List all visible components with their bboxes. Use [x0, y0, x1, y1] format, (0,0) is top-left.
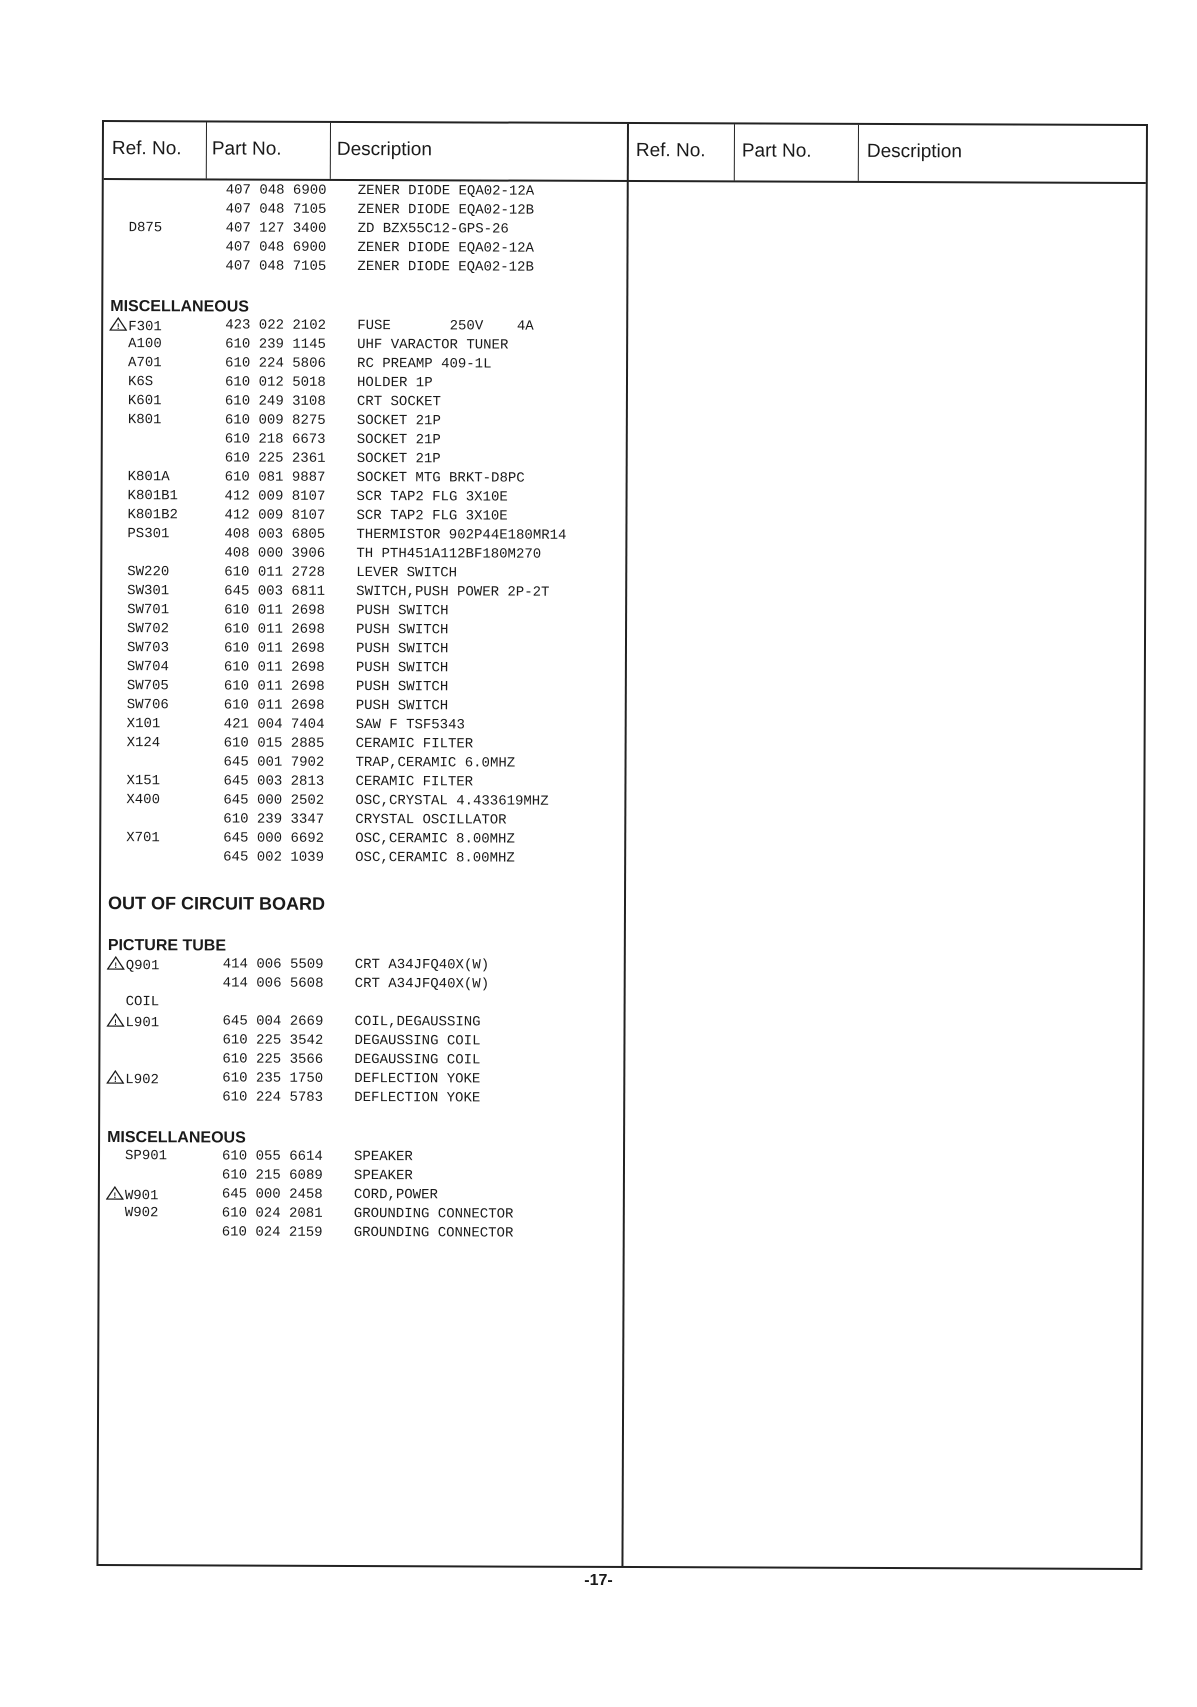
- part-no: 610 081 9887: [224, 469, 326, 486]
- part-no: 408 000 3906: [224, 545, 326, 562]
- svg-text:!: !: [113, 1075, 117, 1085]
- part-no: 610 011 2728: [224, 564, 326, 581]
- safety-warning-icon: [106, 1186, 124, 1200]
- table-row: [100, 1070, 620, 1091]
- ref-no: X400: [126, 792, 161, 809]
- part-no: 645 000 6692: [223, 830, 325, 847]
- ref-no: X151: [126, 773, 161, 790]
- description: SPEAKER: [353, 1167, 413, 1185]
- section-heading: [103, 297, 623, 319]
- description: THERMISTOR 902P44E180MR14: [356, 526, 567, 544]
- table-row: [100, 1013, 620, 1034]
- header-description-right: Description: [866, 140, 962, 163]
- ref-cell: [107, 1013, 160, 1031]
- description: SPEAKER: [353, 1148, 413, 1166]
- description: ZENER DIODE EQA02-12B: [357, 258, 534, 276]
- row-spacer: [100, 1108, 620, 1130]
- ref-no: L901: [125, 1015, 160, 1032]
- part-no: 610 024 2159: [221, 1224, 323, 1241]
- part-no: 407 048 7105: [225, 258, 327, 275]
- table-row: [100, 1167, 620, 1188]
- table-row: [102, 735, 622, 756]
- section-heading: [101, 888, 621, 918]
- ref-no: D875: [128, 220, 163, 237]
- description: PUSH SWITCH: [355, 678, 449, 696]
- ref-no: SW301: [127, 583, 170, 600]
- table-row: [100, 1186, 620, 1207]
- section-heading-label: MISCELLANEOUS: [110, 298, 249, 316]
- column-divider: [330, 123, 331, 179]
- part-no: 610 011 2698: [224, 602, 325, 619]
- part-no: 610 015 2885: [223, 735, 325, 752]
- table-row: [100, 1205, 620, 1226]
- part-no: 610 218 6673: [224, 431, 326, 448]
- ref-no: SW220: [127, 564, 170, 581]
- table-row: [101, 773, 621, 794]
- description: SOCKET 21P: [356, 450, 441, 468]
- ref-no: SW705: [126, 678, 169, 695]
- description: GROUNDING CONNECTOR: [353, 1224, 514, 1242]
- section-heading-label: PICTURE TUBE: [107, 937, 227, 955]
- part-no: 423 022 2102: [225, 317, 327, 334]
- ref-cell: [106, 1070, 159, 1088]
- ref-no: X701: [126, 830, 160, 847]
- ref-no: W902: [124, 1205, 159, 1222]
- table-row: [103, 393, 623, 414]
- part-no: 610 239 3347: [223, 811, 325, 828]
- description: ZENER DIODE EQA02-12A: [357, 239, 534, 257]
- table-row: [101, 849, 621, 870]
- part-no: 610 235 1750: [222, 1070, 324, 1087]
- header-ref-no-left: Ref. No.: [111, 138, 182, 160]
- part-no: 408 003 6805: [224, 526, 326, 543]
- ref-cell: [106, 1186, 159, 1204]
- part-no: 645 000 2458: [221, 1186, 323, 1203]
- table-row: [101, 975, 621, 996]
- part-no: 407 048 7105: [225, 201, 327, 218]
- table-row: [102, 716, 622, 737]
- section-heading: [101, 936, 621, 958]
- part-no: 610 011 2698: [223, 659, 325, 676]
- description: DEFLECTION YOKE: [354, 1070, 481, 1088]
- part-no: 610 011 2698: [223, 678, 325, 695]
- ref-no: COIL: [125, 994, 160, 1011]
- ref-no: PS301: [127, 526, 170, 543]
- part-no: 610 055 6614: [221, 1148, 323, 1165]
- description: PUSH SWITCH: [356, 621, 449, 639]
- table-header: [104, 122, 1146, 184]
- description: SOCKET 21P: [356, 412, 441, 430]
- table-row: [103, 336, 623, 357]
- part-no: 645 003 6811: [224, 583, 326, 600]
- description: FUSE 250V 4A: [357, 317, 534, 335]
- part-no: 645 003 2813: [223, 773, 325, 790]
- part-no: 412 009 8107: [224, 507, 326, 524]
- svg-text:!: !: [114, 1018, 117, 1028]
- table-row: [102, 526, 622, 547]
- description: ZENER DIODE EQA02-12A: [357, 182, 535, 200]
- description: UHF VARACTOR TUNER: [357, 336, 509, 354]
- page-number: -17-: [584, 1572, 613, 1589]
- description: SWITCH,PUSH POWER 2P-2T: [356, 583, 550, 601]
- ref-no: K601: [127, 393, 162, 410]
- header-ref-no-right: Ref. No.: [635, 140, 706, 162]
- description: COIL,DEGAUSSING: [354, 1013, 481, 1031]
- description: OSC,CERAMIC 8.00MHZ: [355, 830, 515, 848]
- part-no: 407 048 6900: [225, 182, 327, 199]
- table-row: [103, 412, 623, 433]
- parts-list-table: [96, 120, 1148, 1570]
- table-row: [101, 811, 621, 832]
- section-heading-label: MISCELLANEOUS: [107, 1129, 246, 1147]
- table-row: [103, 355, 623, 376]
- table-row: [103, 317, 623, 338]
- header-description-left: Description: [336, 138, 432, 161]
- part-no: 610 012 5018: [224, 374, 326, 391]
- header-part-no-left: Part No.: [211, 138, 282, 160]
- ref-no: K801: [127, 412, 162, 429]
- description: SCR TAP2 FLG 3X10E: [356, 507, 508, 525]
- ref-no: W901: [124, 1188, 159, 1205]
- ref-no: SW703: [126, 640, 170, 657]
- ref-no: A100: [128, 336, 162, 353]
- parts-rows: [100, 182, 624, 1245]
- part-no: 610 011 2698: [224, 621, 325, 638]
- ref-no: SW702: [127, 621, 170, 638]
- table-row: [102, 545, 622, 566]
- part-no: 610 024 2081: [221, 1205, 323, 1222]
- table-row: [102, 564, 622, 585]
- ref-no: X124: [126, 735, 161, 752]
- ref-cell: [109, 317, 162, 335]
- row-spacer: [101, 916, 621, 938]
- ref-no: SW704: [126, 659, 169, 676]
- table-row: [100, 1032, 620, 1053]
- ref-no: SP901: [124, 1148, 168, 1165]
- part-no: 610 224 5783: [222, 1089, 324, 1106]
- table-row: [102, 659, 622, 680]
- part-no: 610 249 3108: [224, 393, 326, 410]
- description: LEVER SWITCH: [356, 564, 458, 582]
- description: HOLDER 1P: [356, 374, 433, 392]
- description: RC PREAMP 409-1L: [357, 355, 492, 373]
- part-no: 421 004 7404: [223, 716, 325, 733]
- svg-text:!: !: [113, 1191, 117, 1201]
- part-no: 645 001 7902: [223, 754, 325, 771]
- ref-no: X101: [126, 716, 161, 733]
- ref-no: A701: [128, 355, 162, 372]
- part-no: 610 011 2698: [223, 640, 325, 657]
- row-spacer: [103, 277, 623, 299]
- safety-warning-icon: [106, 1070, 124, 1084]
- part-no: 610 224 5806: [225, 355, 326, 372]
- ref-no: SW706: [126, 697, 169, 714]
- description: SCR TAP2 FLG 3X10E: [356, 488, 508, 506]
- table-row: [102, 678, 622, 699]
- description: DEGAUSSING COIL: [354, 1032, 481, 1050]
- table-row: [102, 602, 622, 623]
- safety-warning-icon: [107, 1013, 125, 1027]
- description: PUSH SWITCH: [356, 602, 449, 620]
- ref-cell: [107, 956, 160, 974]
- safety-warning-icon: [107, 956, 125, 970]
- table-row: [102, 507, 622, 528]
- table-row: [104, 220, 624, 241]
- ref-no: K801B2: [127, 507, 178, 524]
- table-row: [103, 374, 623, 395]
- part-no: 645 004 2669: [222, 1013, 324, 1030]
- part-no: 610 215 6089: [221, 1167, 323, 1184]
- description: CRYSTAL OSCILLATOR: [355, 811, 507, 829]
- ref-no: Q901: [125, 958, 160, 975]
- header-part-no-right: Part No.: [741, 140, 812, 162]
- section-heading-label: OUT OF CIRCUIT BOARD: [107, 893, 326, 914]
- column-divider: [734, 124, 735, 180]
- safety-warning-icon: [109, 317, 127, 331]
- table-row: [100, 1051, 620, 1072]
- description: CRT A34JFQ40X(W): [354, 956, 490, 974]
- table-row: [101, 754, 621, 775]
- description: CERAMIC FILTER: [355, 735, 474, 753]
- part-no: 610 225 3542: [222, 1032, 324, 1049]
- description: TH PTH451A112BF180M270: [356, 545, 542, 563]
- part-no: 610 225 2361: [224, 450, 326, 467]
- table-row: [102, 697, 622, 718]
- table-row: [103, 258, 623, 279]
- description: SAW F TSF5343: [355, 716, 465, 734]
- description: PUSH SWITCH: [355, 659, 449, 677]
- part-no: 414 006 5608: [222, 975, 324, 992]
- table-row: [101, 956, 621, 977]
- description: OSC,CERAMIC 8.00MHZ: [355, 849, 515, 867]
- part-no: 407 048 6900: [225, 239, 327, 256]
- ref-no: K801B1: [127, 488, 179, 505]
- part-no: 610 009 8275: [224, 412, 326, 429]
- description: PUSH SWITCH: [355, 697, 449, 715]
- table-row: [102, 583, 622, 604]
- ref-no: F301: [128, 319, 162, 336]
- description: SOCKET MTG BRKT-D8PC: [356, 469, 525, 487]
- table-row: [104, 182, 624, 203]
- ref-no: SW701: [127, 602, 170, 619]
- row-spacer: [101, 868, 621, 890]
- part-no: 610 239 1145: [225, 336, 326, 353]
- part-no: 645 002 1039: [223, 849, 325, 866]
- description: CRT SOCKET: [356, 393, 441, 411]
- table-row: [101, 792, 621, 813]
- table-row: [100, 1089, 620, 1110]
- part-no: 610 011 2698: [223, 697, 325, 714]
- table-row: [103, 431, 623, 452]
- description: ZD BZX55C12-GPS-26: [357, 220, 509, 238]
- table-row: [103, 239, 623, 260]
- table-row: [101, 830, 621, 851]
- ref-no: K6S: [127, 374, 154, 391]
- description: SOCKET 21P: [356, 431, 441, 449]
- part-no: 610 225 3566: [222, 1051, 324, 1068]
- part-no: 412 009 8107: [224, 488, 326, 505]
- description: GROUNDING CONNECTOR: [353, 1205, 514, 1223]
- description: CRT A34JFQ40X(W): [354, 975, 490, 993]
- table-row: [102, 621, 622, 642]
- part-no: 407 127 3400: [225, 220, 327, 237]
- table-row: [103, 450, 623, 471]
- table-row: [100, 1148, 620, 1169]
- section-heading: [100, 1128, 620, 1150]
- table-row: [103, 488, 623, 509]
- column-divider: [858, 125, 859, 181]
- description: ZENER DIODE EQA02-12B: [357, 201, 535, 219]
- column-divider: [206, 122, 207, 178]
- ref-no: L902: [125, 1072, 159, 1089]
- table-row: [103, 469, 623, 490]
- svg-text:!: !: [114, 961, 118, 971]
- table-row: [104, 201, 624, 222]
- description: DEFLECTION YOKE: [354, 1089, 481, 1107]
- description: CORD,POWER: [353, 1186, 438, 1204]
- table-row: [100, 1224, 620, 1245]
- description: CERAMIC FILTER: [355, 773, 474, 791]
- description: PUSH SWITCH: [355, 640, 449, 658]
- table-row: [101, 994, 621, 1015]
- part-no: 414 006 5509: [222, 956, 324, 973]
- ref-no: K801A: [127, 469, 170, 486]
- part-no: 645 000 2502: [223, 792, 325, 809]
- svg-text:!: !: [116, 322, 120, 332]
- description: DEGAUSSING COIL: [354, 1051, 481, 1069]
- table-row: [102, 640, 622, 661]
- description: OSC,CRYSTAL 4.433619MHZ: [355, 792, 549, 810]
- description: TRAP,CERAMIC 6.0MHZ: [355, 754, 516, 772]
